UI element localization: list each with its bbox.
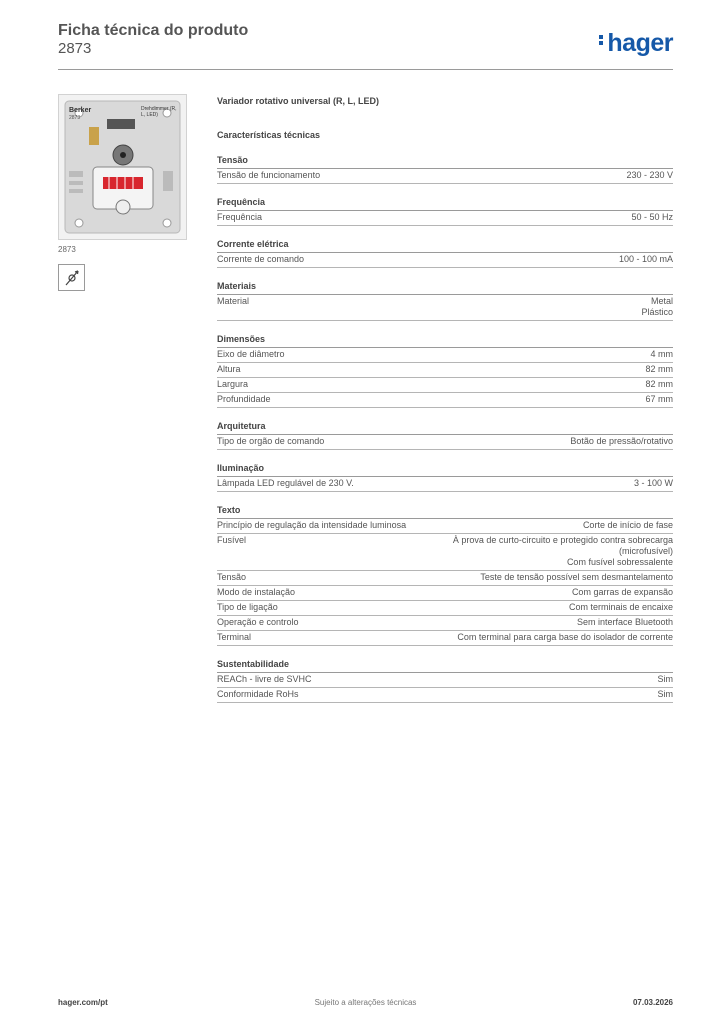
spec-value-line: À prova de curto-circuito e protegido contra sobrecarga	[452, 535, 673, 545]
hager-logo: hager	[599, 29, 673, 58]
spec-label: Tensão de funcionamento	[217, 170, 321, 180]
spec-row	[217, 688, 673, 703]
image-caption: 2873	[58, 245, 76, 254]
spec-group-title: Corrente elétrica	[217, 239, 673, 253]
spec-label: Largura	[217, 379, 249, 389]
spec-value	[330, 170, 673, 181]
spec-value-line: Corte de início de fase	[582, 520, 673, 530]
spec-row	[217, 211, 673, 226]
spec-row	[217, 378, 673, 393]
spec-value-line: Sim	[657, 674, 673, 684]
spec-row	[217, 519, 673, 534]
spec-row	[217, 673, 673, 688]
spec-value	[314, 254, 673, 265]
spec-label: Operação e controlo	[217, 617, 299, 627]
spec-label: Corrente de comando	[217, 254, 305, 264]
spec-value	[281, 394, 673, 405]
spec-row	[217, 616, 673, 631]
spec-sheet	[217, 96, 673, 703]
spec-group-title: Arquitetura	[217, 421, 673, 435]
spec-row	[217, 631, 673, 646]
spec-row	[217, 534, 673, 571]
spec-label: Tensão	[217, 572, 247, 582]
spec-value-line: 67 mm	[645, 394, 673, 404]
spec-row	[217, 253, 673, 268]
product-name: Variador rotativo universal (R, L, LED)	[217, 96, 380, 106]
dimmer-symbol-icon	[62, 268, 82, 288]
spec-value	[364, 478, 673, 489]
spec-label: Lâmpada LED regulável de 230 V.	[217, 478, 354, 488]
spec-group-title: Tensão	[217, 155, 673, 169]
spec-value-line: 50 - 50 Hz	[631, 212, 673, 222]
spec-value	[295, 349, 673, 360]
image-brand-label: Berker	[69, 107, 92, 114]
spec-label: Altura	[217, 364, 241, 374]
spec-value-line: 230 - 230 V	[626, 170, 673, 180]
spec-value-line: Metal	[650, 296, 673, 306]
spec-row	[217, 169, 673, 184]
spec-value	[256, 535, 673, 568]
logo-dots-icon	[599, 33, 605, 47]
spec-label: Modo de instalação	[217, 587, 296, 597]
spec-value	[288, 602, 673, 613]
image-device-label: Drehdimmer (R, L, LED)	[141, 106, 177, 118]
spec-value-line: Teste de tensão possível sem desmantelamento	[480, 572, 673, 582]
footer-website[interactable]: hager.com/pt	[58, 998, 108, 1007]
footer-date: 07.03.2026	[632, 998, 673, 1007]
spec-label: Terminal	[217, 632, 252, 642]
spec-group-title: Materiais	[217, 281, 673, 295]
spec-label: Tipo de orgão de comando	[217, 436, 325, 446]
spec-value	[256, 572, 673, 583]
spec-value	[259, 296, 673, 318]
spec-group-title: Sustentabilidade	[217, 659, 673, 673]
spec-label: REACh - livre de SVHC	[217, 674, 312, 684]
spec-value	[251, 364, 673, 375]
spec-value-line: Com garras de expansão	[571, 587, 673, 597]
spec-row	[217, 571, 673, 586]
spec-row	[217, 477, 673, 492]
product-symbol-box	[58, 264, 85, 291]
footer-notice: Sujeito a alterações técnicas	[314, 998, 417, 1007]
doc-product-code: 2873	[58, 40, 92, 57]
spec-value	[309, 617, 673, 628]
spec-row	[217, 435, 673, 450]
spec-value	[272, 212, 673, 223]
spec-row	[217, 601, 673, 616]
spec-value-line: (microfusível)	[618, 546, 673, 556]
spec-value-line: Com terminal para carga base do isolador de corrente	[457, 632, 673, 642]
spec-label: Eixo de diâmetro	[217, 349, 285, 359]
spec-value-line: Plástico	[641, 307, 673, 317]
spec-value	[416, 520, 673, 531]
spec-value-line: 82 mm	[645, 364, 673, 374]
spec-row	[217, 348, 673, 363]
spec-row	[217, 295, 673, 321]
spec-value-line: Botão de pressão/rotativo	[570, 436, 673, 446]
spec-value-line: Sim	[657, 689, 673, 699]
spec-value	[305, 587, 673, 598]
spec-group-title: Iluminação	[217, 463, 673, 477]
spec-value-line: 4 mm	[650, 349, 673, 359]
spec-value-line: Com terminais de encaixe	[568, 602, 673, 612]
spec-label: Frequência	[217, 212, 263, 222]
spec-value-line: Sem interface Bluetooth	[576, 617, 673, 627]
section-title: Características técnicas	[217, 130, 321, 140]
spec-label: Conformidade RoHs	[217, 689, 299, 699]
spec-value-line: 3 - 100 W	[633, 478, 673, 488]
product-image	[58, 94, 187, 240]
spec-label: Tipo de ligação	[217, 602, 278, 612]
spec-group-title: Frequência	[217, 197, 673, 211]
image-model-label: 2873	[69, 115, 81, 121]
spec-value-line: Com fusível sobressalente	[566, 557, 673, 567]
spec-group-title: Dimensões	[217, 334, 673, 348]
spec-row	[217, 393, 673, 408]
spec-group-title: Texto	[217, 505, 673, 519]
spec-label: Princípio de regulação da intensidade luminosa	[217, 520, 407, 530]
product-media	[58, 94, 187, 291]
doc-title: Ficha técnica do produto	[58, 22, 249, 39]
spec-value-line: 100 - 100 mA	[618, 254, 673, 264]
spec-label: Material	[217, 296, 250, 306]
spec-value	[322, 674, 673, 685]
spec-label: Profundidade	[217, 394, 271, 404]
spec-value	[258, 379, 673, 390]
spec-value	[334, 436, 673, 447]
spec-value-line: 82 mm	[645, 379, 673, 389]
page-header	[58, 21, 673, 70]
spec-row	[217, 363, 673, 378]
spec-value	[261, 632, 673, 643]
spec-groups	[217, 155, 673, 703]
spec-value	[309, 689, 673, 700]
spec-row	[217, 586, 673, 601]
spec-label: Fusível	[217, 535, 247, 545]
